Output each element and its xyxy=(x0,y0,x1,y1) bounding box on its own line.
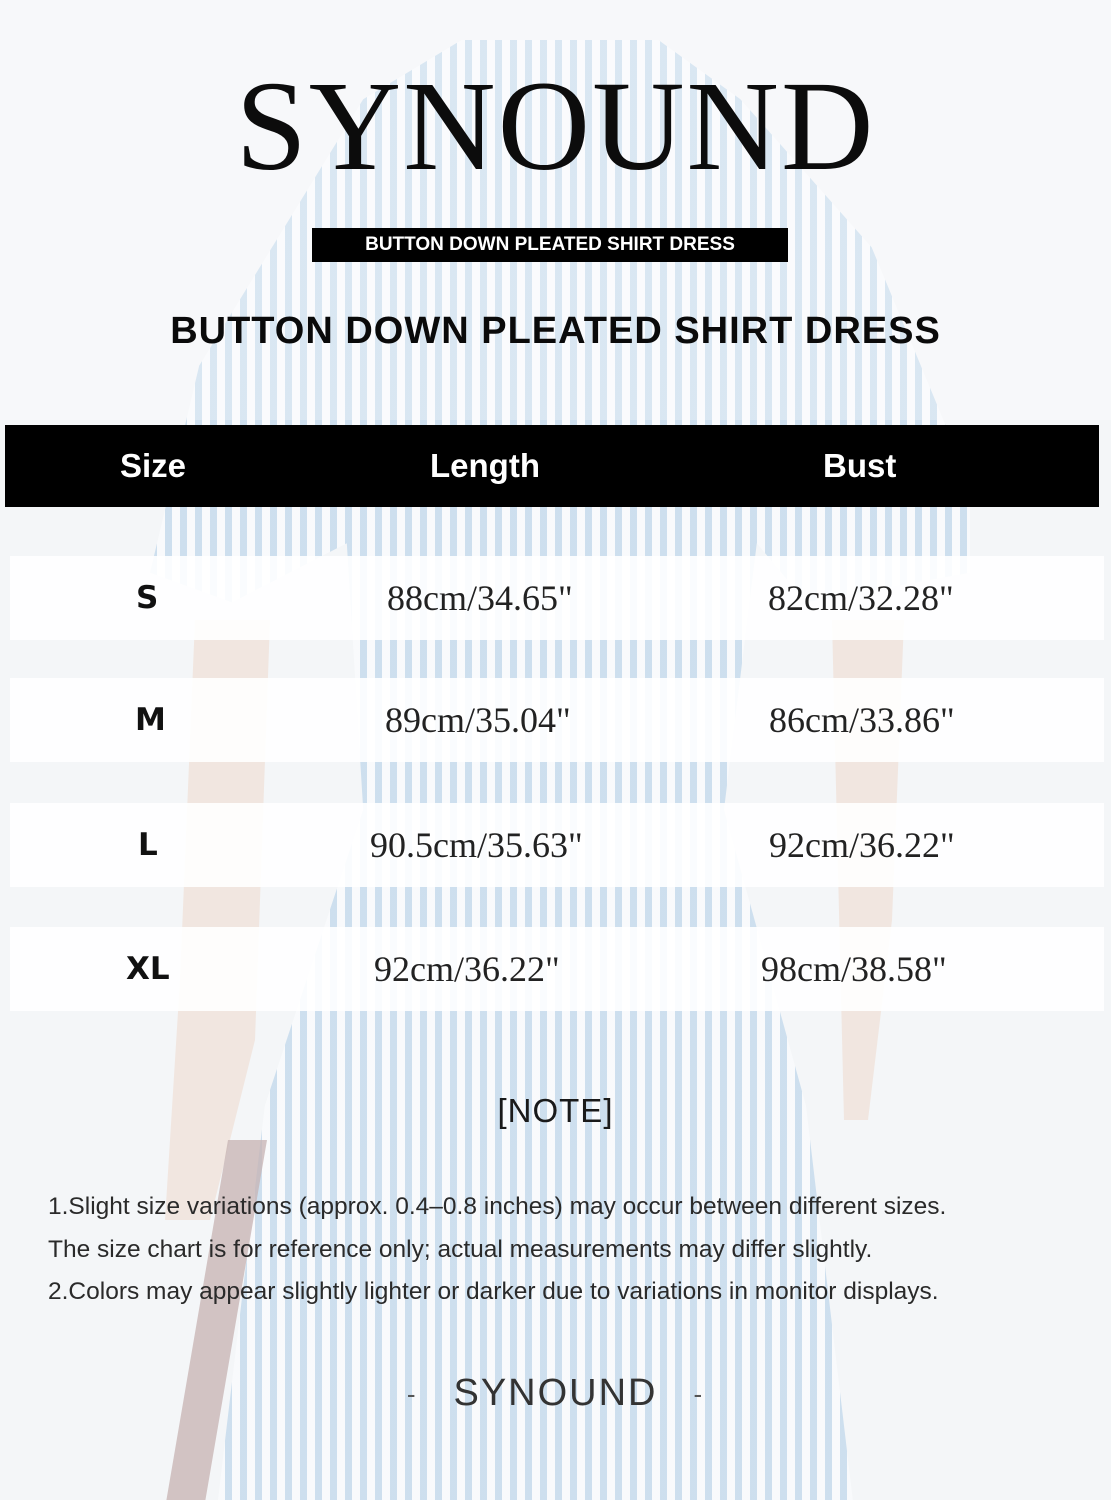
cell-length: 88cm/34.65" xyxy=(387,578,573,618)
subtitle-bar: BUTTON DOWN PLEATED SHIRT DRESS xyxy=(312,228,788,262)
note-line: The size chart is for reference only; actual measurements may differ slightly. xyxy=(48,1236,873,1263)
footer-dash-right: - xyxy=(693,1379,705,1410)
note-title: [NOTE] xyxy=(497,1092,614,1129)
footer-dash-left: - xyxy=(406,1379,418,1410)
cell-bust: 92cm/36.22" xyxy=(769,825,955,865)
header-bust: Bust xyxy=(823,447,897,484)
cell-size: S xyxy=(136,580,159,616)
header-size: Size xyxy=(120,447,187,484)
note-line: 2.Colors may appear slightly lighter or darker due to variations in monitor displays. xyxy=(48,1278,939,1305)
cell-size: L xyxy=(138,827,158,863)
cell-bust: 98cm/38.58" xyxy=(761,949,947,989)
cell-length: 90.5cm/35.63" xyxy=(370,825,583,865)
table-row xyxy=(10,556,1104,640)
table-row xyxy=(10,927,1104,1011)
table-row xyxy=(10,678,1104,762)
cell-size: M xyxy=(135,702,166,738)
footer-brand xyxy=(0,1372,1111,1415)
cell-length: 89cm/35.04" xyxy=(385,700,571,740)
cell-size: XL xyxy=(126,951,170,987)
brand-logo: SYNOUND xyxy=(235,55,876,197)
cell-bust: 82cm/32.28" xyxy=(768,578,954,618)
note-line: 1.Slight size variations (approx. 0.4–0.8 inches) may occur between different sizes. xyxy=(48,1193,947,1220)
footer-brand-text: SYNOUND xyxy=(453,1372,658,1414)
table-row xyxy=(10,803,1104,887)
table-header xyxy=(5,425,1099,507)
cell-length: 92cm/36.22" xyxy=(374,949,560,989)
header-length: Length xyxy=(430,447,540,484)
cell-bust: 86cm/33.86" xyxy=(769,700,955,740)
page-title: BUTTON DOWN PLEATED SHIRT DRESS xyxy=(170,310,941,352)
